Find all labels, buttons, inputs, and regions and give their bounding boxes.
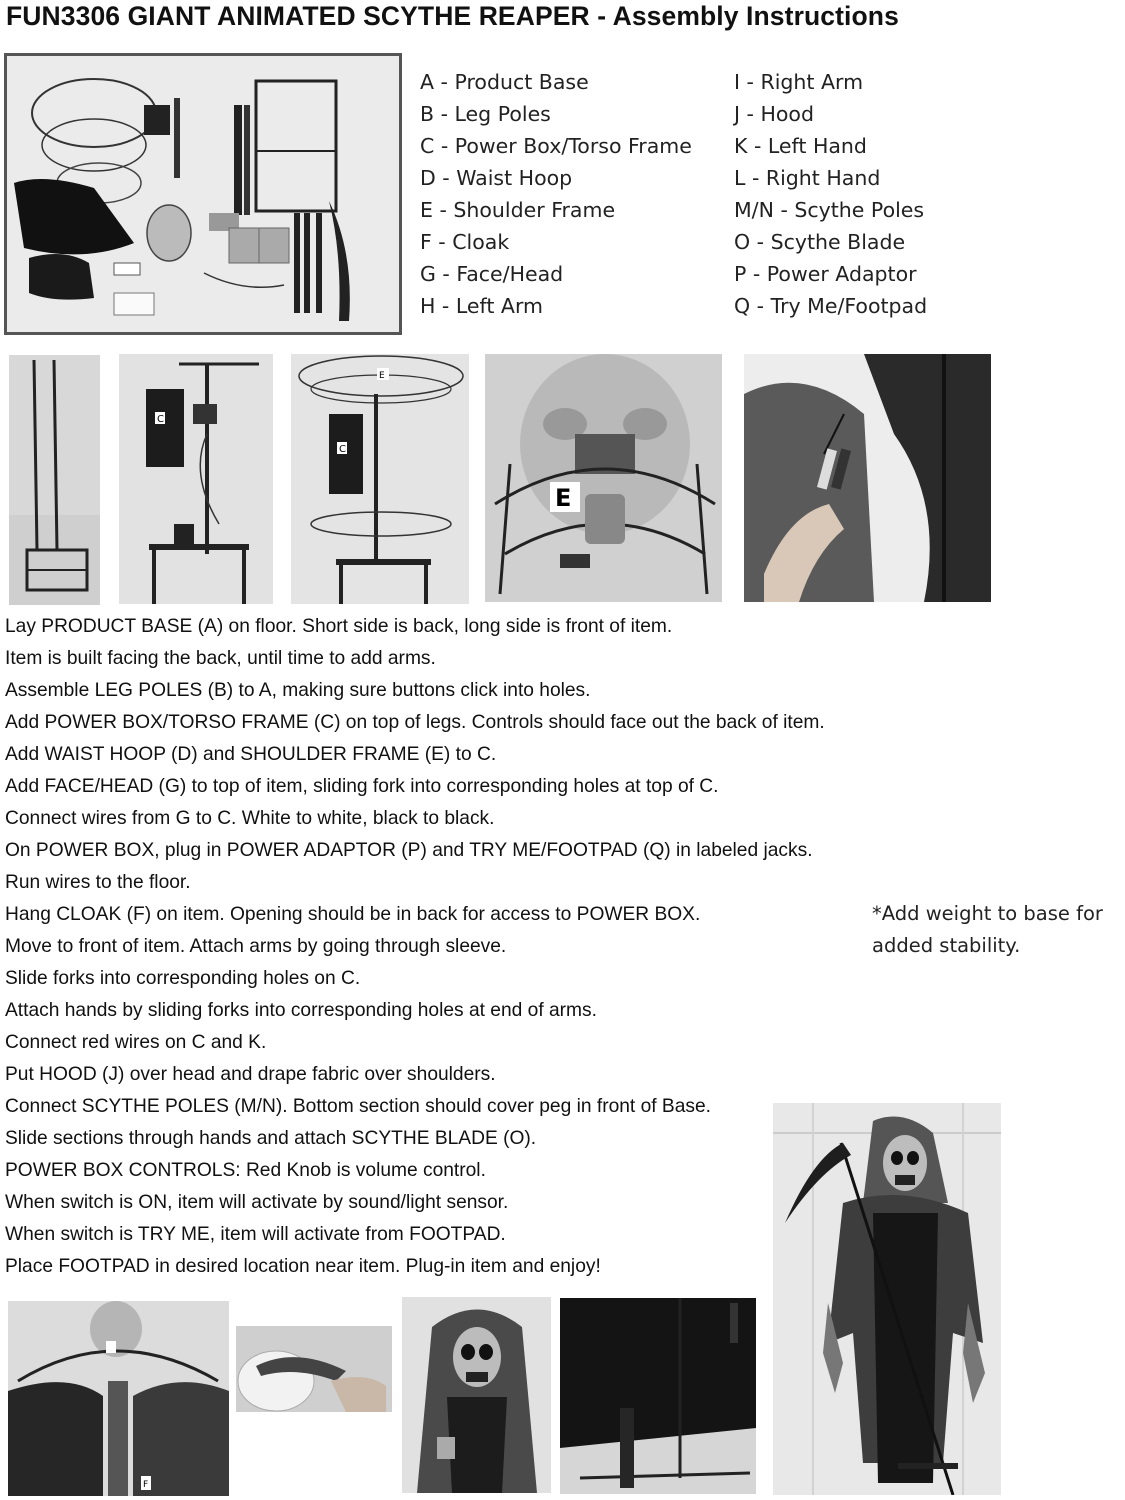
page-title: FUN3306 GIANT ANIMATED SCYTHE REAPER - Assembly Instructions [6,1,899,31]
instruction-step: Connect red wires on C and K. [5,1032,267,1053]
part-item: D - Waist Hoop [420,166,573,190]
part-item: Q - Try Me/Footpad [734,294,928,318]
label-c-2: C [339,444,346,455]
instruction-step: Hang CLOAK (F) on item. Opening should be in back for access to POWER BOX. [5,904,701,925]
part-item: M/N - Scythe Poles [734,198,925,222]
instruction-step: When switch is ON, item will activate by sound/light sensor. [5,1192,509,1213]
instruction-step: Connect SCYTHE POLES (M/N). Bottom section should cover peg in front of Base. [5,1096,711,1117]
label-f: F [143,1480,149,1490]
photo-head-attachment [485,354,722,602]
photo-hooded-skull [402,1297,551,1493]
label-e-2: E [555,484,572,512]
instruction-step: Add WAIST HOOP (D) and SHOULDER FRAME (E) to C. [5,744,497,765]
part-item: L - Right Hand [734,166,881,190]
instruction-step: Add POWER BOX/TORSO FRAME (C) on top of legs. Controls should face out the back of item. [5,712,825,733]
instruction-step: Put HOOD (J) over head and drape fabric over shoulders. [5,1064,496,1085]
part-item: C - Power Box/Torso Frame [420,134,692,158]
instruction-step: Connect wires from G to C. White to white, black to black. [5,808,495,829]
part-item: A - Product Base [420,70,589,94]
photo-waist-and-shoulder [291,354,469,604]
photo-finished-reaper [773,1103,1001,1495]
instruction-step: Assemble LEG POLES (B) to A, making sure buttons click into holes. [5,680,591,701]
photo-power-box-on-legs [119,354,273,604]
instruction-step: Run wires to the floor. [5,872,191,893]
label-e: E [379,371,385,381]
part-item: B - Leg Poles [420,102,551,126]
photo-cloak-on-frame [8,1301,229,1496]
instruction-step: Slide sections through hands and attach SCYTHE BLADE (O). [5,1128,537,1149]
part-item: H - Left Arm [420,294,543,318]
parts-list-right [734,66,927,322]
instruction-step: Lay PRODUCT BASE (A) on floor. Short side is back, long side is front of item. [5,616,673,637]
stability-note: *Add weight to base for added stability. [872,902,1103,957]
instruction-step: Slide forks into corresponding holes on C. [5,968,361,989]
instruction-step: Add FACE/HEAD (G) to top of item, sliding fork into corresponding holes at top of C. [5,776,719,797]
part-item: O - Scythe Blade [734,230,906,254]
part-item: I - Right Arm [734,70,864,94]
part-item: F - Cloak [420,230,510,254]
part-item: K - Left Hand [734,134,867,158]
part-item: G - Face/Head [420,262,564,286]
part-item: P - Power Adaptor [734,262,917,286]
instruction-step: Item is built facing the back, until time to add arms. [5,648,436,669]
photo-hand-attachment [236,1326,392,1412]
instruction-step: Attach hands by sliding forks into corresponding holes at end of arms. [5,1000,597,1021]
part-item: J - Hood [734,102,814,126]
instruction-step: When switch is TRY ME, item will activate from FOOTPAD. [5,1224,506,1245]
instruction-step: On POWER BOX, plug in POWER ADAPTOR (P) and TRY ME/FOOTPAD (Q) in labeled jacks. [5,840,813,861]
instruction-step: Move to front of item. Attach arms by going through sleeve. [5,936,507,957]
instruction-step: Place FOOTPAD in desired location near item. Plug-in item and enjoy! [5,1256,601,1277]
parts-list-left [420,66,692,322]
label-c: C [157,414,164,425]
photo-wire-connection [744,354,991,602]
parts-layout-photo [4,53,402,335]
photo-base-and-legs [9,355,100,605]
instruction-list [5,611,825,1283]
instruction-step: POWER BOX CONTROLS: Red Knob is volume control. [5,1160,486,1181]
part-item: E - Shoulder Frame [420,198,616,222]
photo-scythe-peg-base [560,1298,756,1494]
